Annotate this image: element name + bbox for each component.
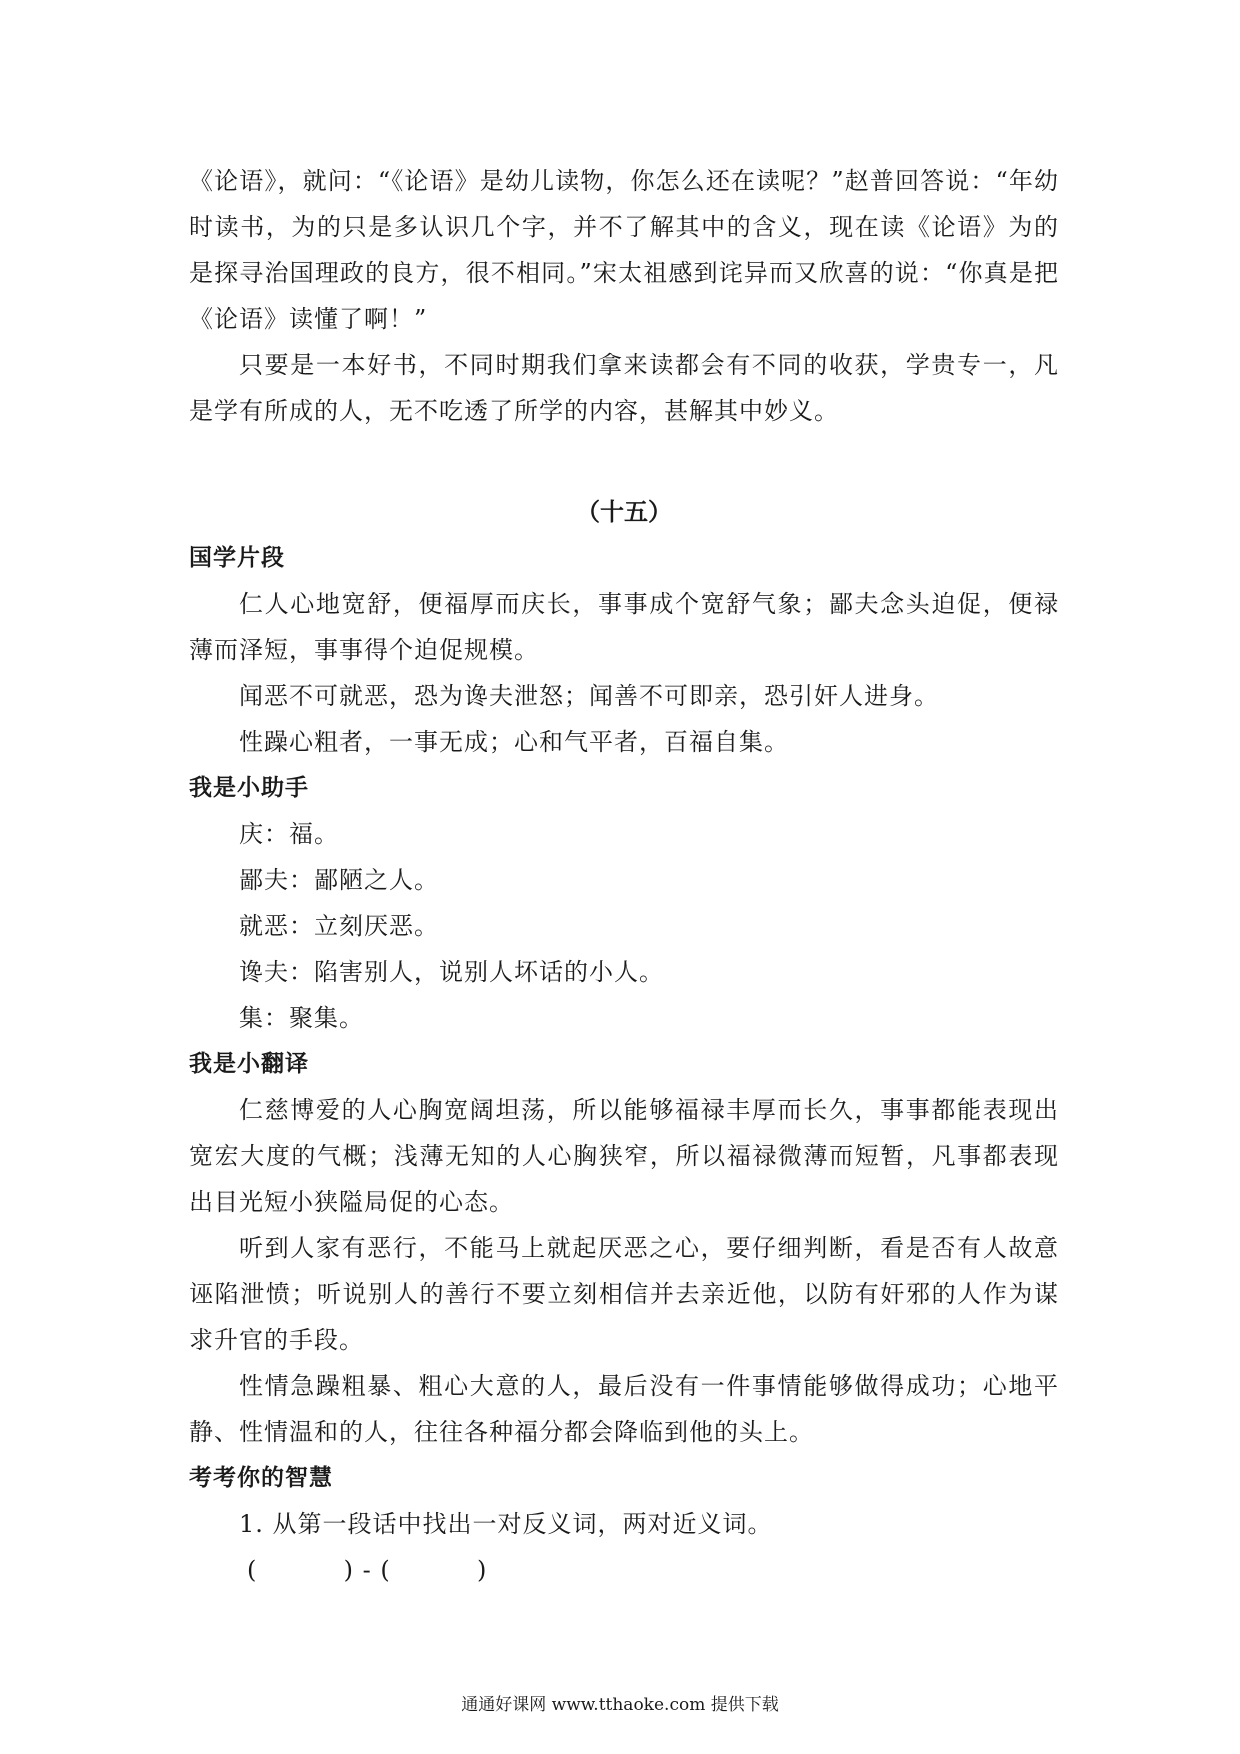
helper-item-3: 就恶：立刻厌恶。 [239,912,439,940]
translator-paragraph-1: 仁慈博爱的人心胸宽阔坦荡，所以能够福禄丰厚而长久，事事都能表现出宽宏大度的气概；浅薄无知的人心胸狭窄，所以福禄微薄而短暂，凡事都表现出目光短小狭隘局促的心态。 [189,1096,1059,1216]
guoxue-heading: 国学片段 [189,545,285,571]
translator-paragraph-2: 听到人家有恶行，不能马上就起厌恶之心，要仔细判断，看是否有人故意诬陷泄愤；听说别人的善行不要立刻相信并去亲近他，以防有奸邪的人作为谋求升官的手段。 [189,1234,1059,1354]
helper-heading: 我是小助手 [189,775,309,801]
document-body [189,158,1059,1593]
answer-blank: ( ) - ( ) [247,1556,488,1584]
helper-item-4: 谗夫：陷害别人，说别人坏话的小人。 [239,958,664,986]
quiz-question-1: 1. 从第一段话中找出一对反义词，两对近义词。 [239,1510,773,1538]
helper-item-5: 集：聚集。 [239,1004,364,1032]
quiz-heading: 考考你的智慧 [189,1465,333,1491]
translator-paragraph-3: 性情急躁粗暴、粗心大意的人，最后没有一件事情能够做得成功；心地平静、性情温和的人，往往各种福分都会降临到他的头上。 [189,1372,1059,1446]
guoxue-line-1: 仁人心地宽舒，便福厚而庆长，事事成个宽舒气象；鄙夫念头迫促，便禄薄而泽短，事事得个迫促规模。 [189,590,1059,664]
section-title: （十五） [576,498,672,526]
guoxue-line-3: 性躁心粗者，一事无成；心和气平者，百福自集。 [239,728,789,756]
guoxue-line-2: 闻恶不可就恶，恐为谗夫泄怒；闻善不可即亲，恐引奸人进身。 [239,682,939,710]
helper-item-1: 庆：福。 [239,820,339,848]
translator-heading: 我是小翻译 [189,1051,309,1077]
footer-text: 通通好课网 www.tthaoke.com 提供下载 [461,1695,779,1715]
helper-item-2: 鄙夫：鄙陋之人。 [239,866,439,894]
story-paragraph-1: 《论语》，就问：“《论语》是幼儿读物，你怎么还在读呢？”赵普回答说：“年幼时读书，为的只是多认识几个字，并不了解其中的含义，现在读《论语》为的是探寻治国理政的良方，很不相同。”宋太祖感到诧异而又欣喜的说：“你真是把《论语》读懂了啊！” [189,167,1059,333]
story-paragraph-2: 只要是一本好书，不同时期我们拿来读都会有不同的收获，学贵专一，凡是学有所成的人，无不吃透了所学的内容，甚解其中妙义。 [189,351,1059,425]
